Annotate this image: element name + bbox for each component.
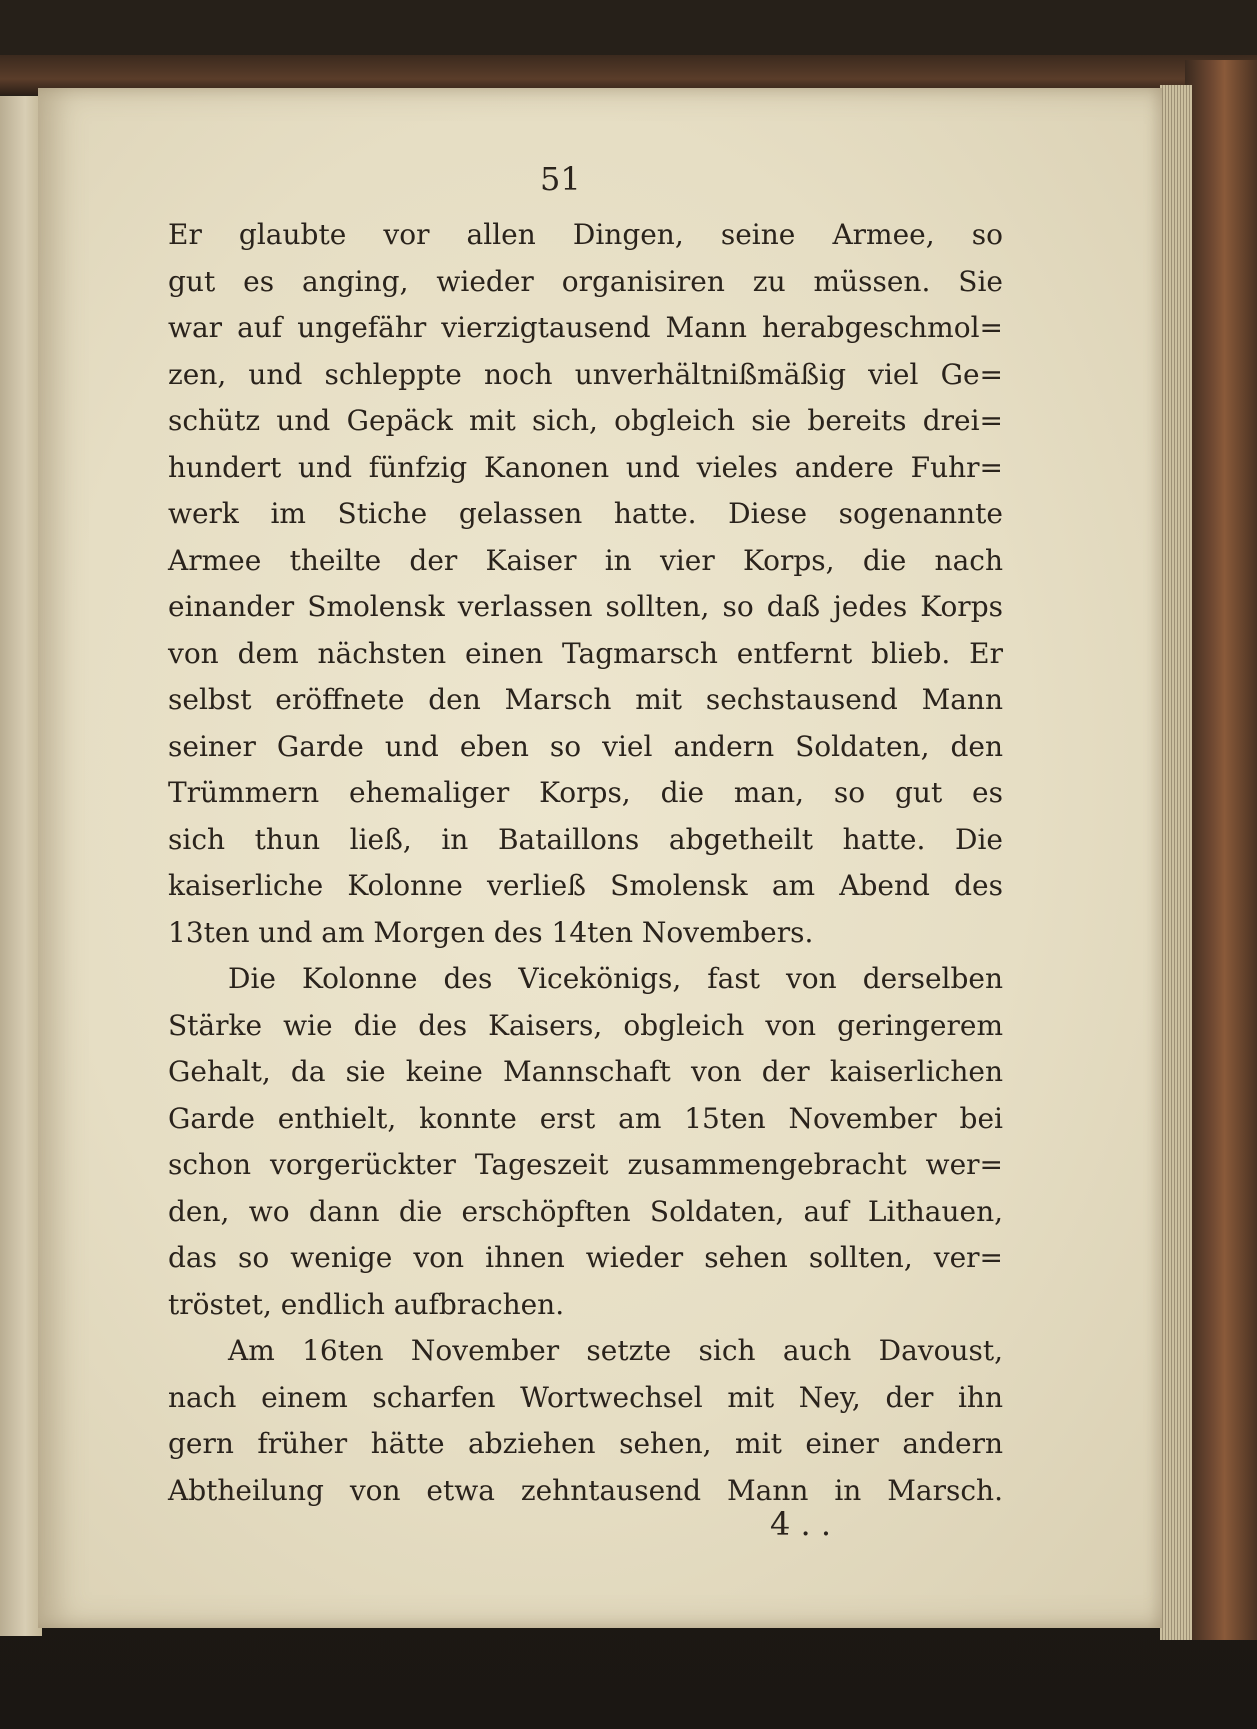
facing-page-edge	[0, 96, 42, 1636]
book-cover-spine-edge	[1185, 60, 1257, 1640]
text-line: Armee theilte der Kaiser in vier Korps, die nach	[168, 543, 1003, 577]
text-line: Er glaubte vor allen Dingen, seine Armee, so	[168, 218, 1003, 251]
signature-mark: 4 . .	[770, 1505, 832, 1543]
text-line: den, wo dann die erschöpften Soldaten, auf Lithauen,	[168, 1194, 1003, 1228]
text-line: das so wenige von ihnen wieder sehen sollten, ver=	[168, 1241, 1003, 1274]
page-number: 51	[540, 160, 581, 198]
text-line: nach einem scharfen Wortwechsel mit Ney, der ihn	[168, 1380, 1003, 1414]
text-line: 13ten und am Morgen des 14ten Novembers.	[168, 915, 814, 949]
text-line: gern früher hätte abziehen sehen, mit einer andern	[168, 1427, 1003, 1460]
text-line: Am 16ten November setzte sich auch Davoust,	[228, 1334, 1003, 1367]
text-line: war auf ungefähr vierzigtausend Mann herabgeschmol=	[168, 311, 1003, 344]
text-line: zen, und schleppte noch unverhältnißmäßig viel Ge=	[168, 357, 1003, 391]
text-line: hundert und fünfzig Kanonen und vieles andere Fuhr=	[168, 450, 1003, 484]
text-line: gut es anging, wieder organisiren zu müssen. Sie	[168, 264, 1003, 298]
text-line: seiner Garde und eben so viel andern Soldaten, den	[168, 729, 1003, 763]
text-line: tröstet, endlich aufbrachen.	[168, 1287, 565, 1321]
text-line: selbst eröffnete den Marsch mit sechstausend Mann	[168, 683, 1003, 716]
text-line: Garde enthielt, konnte erst am 15ten November bei	[168, 1101, 1003, 1135]
text-line: von dem nächsten einen Tagmarsch entfernt blieb. Er	[168, 636, 1003, 670]
text-line: Abtheilung von etwa zehntausend Mann in Marsch.	[168, 1473, 1003, 1507]
text-line: kaiserliche Kolonne verließ Smolensk am Abend des	[168, 869, 1003, 902]
text-line: schütz und Gepäck mit sich, obgleich sie bereits drei=	[168, 404, 1003, 437]
text-line: Trümmern ehemaliger Korps, die man, so gut es	[168, 776, 1003, 809]
page-stack-edges	[1160, 85, 1192, 1640]
text-line: Die Kolonne des Vicekönigs, fast von derselben	[228, 962, 1003, 995]
body-text	[168, 212, 1003, 1514]
text-line: sich thun ließ, in Bataillons abgetheilt hatte. Die	[168, 822, 1003, 856]
text-line: einander Smolensk verlassen sollten, so daß jedes Korps	[168, 590, 1003, 623]
text-line: werk im Stiche gelassen hatte. Diese sogenannte	[168, 497, 1003, 530]
text-line: Gehalt, da sie keine Mannschaft von der kaiserlichen	[168, 1055, 1003, 1088]
text-line: schon vorgerückter Tageszeit zusammengebracht wer=	[168, 1148, 1003, 1181]
text-line: Stärke wie die des Kaisers, obgleich von geringerem	[168, 1008, 1003, 1042]
